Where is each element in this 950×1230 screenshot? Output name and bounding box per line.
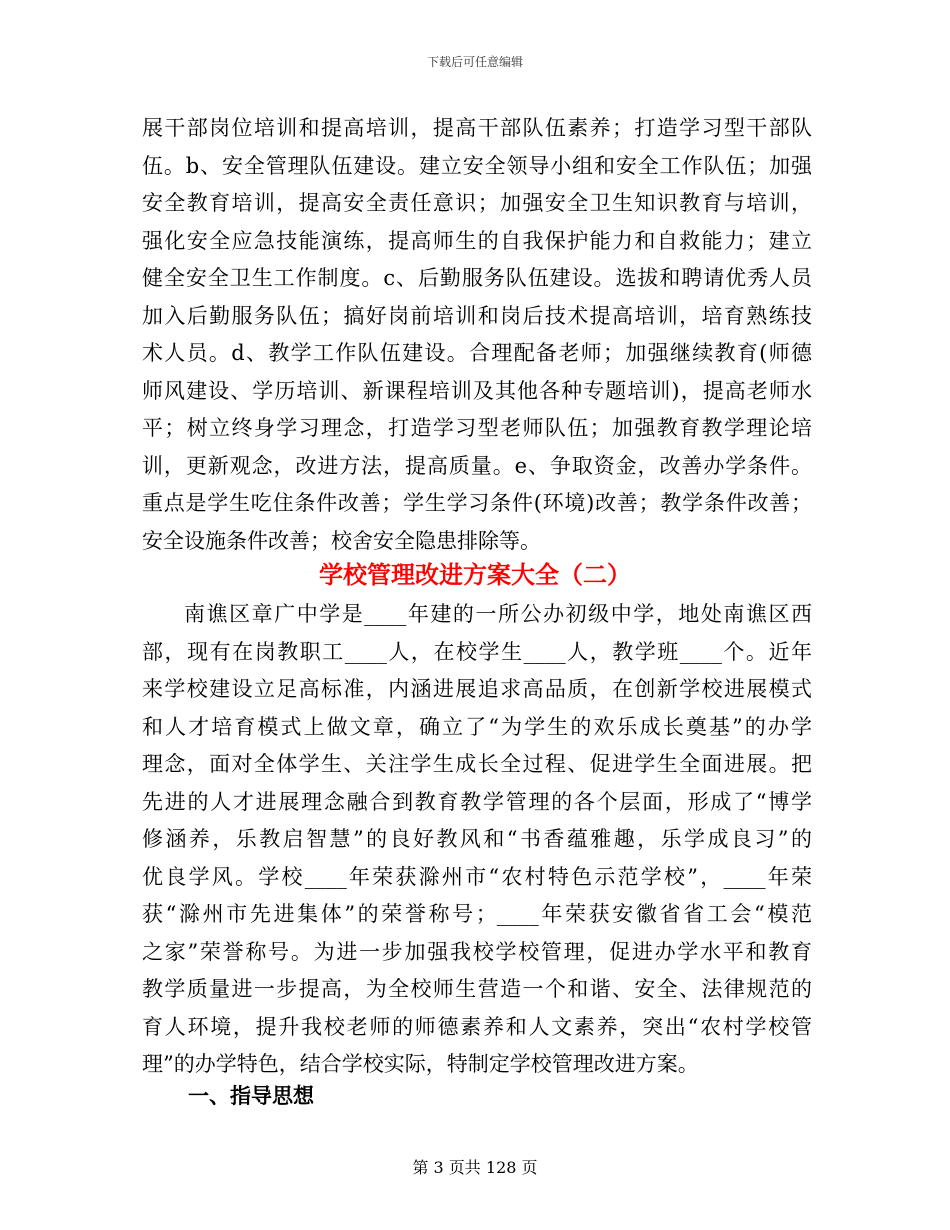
text-line: 优良学风。学校____年荣获滁州市“农村特色示范学校”，____年荣 [142, 864, 812, 889]
text-line: 安全教育培训，提高安全责任意识；加强安全卫生知识教育与培训， [142, 191, 812, 215]
paragraph-2 [142, 596, 812, 1084]
text-line: 之家”荣誉称号。为进一步加强我校学校管理，促进办学水平和教育 [142, 939, 812, 964]
text-line: 展干部岗位培训和提高培训，提高干部队伍素养；打造学习型干部队 [142, 116, 812, 140]
page-header-note: 下载后可任意编辑 [426, 55, 523, 69]
text-line: 健全安全卫生工作制度。c、后勤服务队伍建设。选拔和聘请优秀人员 [142, 266, 812, 290]
text-line: 和人才培育模式上做文章，确立了“为学生的欢乐成长奠基”的办学 [142, 714, 812, 739]
text-line: 先进的人才进展理念融合到教育教学管理的各个层面，形成了“博学 [142, 789, 812, 814]
paragraph-1 [142, 110, 812, 560]
text-line: 理念，面对全体学生、关注学生成长全过程、促进学生全面进展。把 [142, 752, 812, 776]
text-line: 术人员。d、教学工作队伍建设。合理配备老师；加强继续教育(师德 [142, 341, 812, 365]
text-line: 育人环境，提升我校老师的师德素养和人文素养，突出“农村学校管 [142, 1014, 812, 1039]
text-line: 修涵养，乐教启智慧”的良好教风和“书香蕴雅趣，乐学成良习”的 [142, 827, 812, 851]
text-line: 平；树立终身学习理念，打造学习型老师队伍；加强教育教学理论培 [142, 416, 812, 440]
text-line: 教学质量进一步提高，为全校师生营造一个和谐、安全、法律规范的 [142, 977, 812, 1001]
text-line: 加入后勤服务队伍；搞好岗前培训和岗后技术提高培训，培育熟练技 [142, 303, 812, 328]
text-line: 理”的办学特色，结合学校实际，特制定学校管理改进方案。 [142, 1052, 699, 1076]
text-line: 训，更新观念，改进方法，提高质量。e、争取资金，改善办学条件。 [142, 453, 812, 478]
text-line: 安全设施条件改善；校舍安全隐患排除等。 [142, 528, 541, 553]
section-title: 学校管理改进方案大全（二） [319, 561, 631, 589]
text-line: 部，现有在岗教职工____人，在校学生____人，教学班____个。近年 [142, 639, 812, 664]
text-line: 来学校建设立足高标准，内涵进展追求高品质，在创新学校进展模式 [142, 677, 812, 701]
text-line: 伍。b、安全管理队伍建设。建立安全领导小组和安全工作队伍；加强 [142, 153, 812, 178]
text-line: 南谯区章广中学是____年建的一所公办初级中学，地处南谯区西 [184, 602, 812, 626]
page-footer: 第 3 页共 128 页 [412, 1158, 538, 1177]
text-line: 强化安全应急技能演练，提高师生的自我保护能力和自救能力；建立 [142, 228, 812, 253]
text-line: 重点是学生吃住条件改善；学生学习条件(环境)改善；教学条件改善； [142, 491, 812, 515]
heading-guiding-ideology: 一、指导思想 [188, 1084, 314, 1108]
text-line: 师风建设、学历培训、新课程培训及其他各种专题培训)，提高老师水 [142, 378, 812, 403]
text-line: 获“滁州市先进集体”的荣誉称号；____年荣获安徽省省工会“模范 [142, 902, 812, 926]
